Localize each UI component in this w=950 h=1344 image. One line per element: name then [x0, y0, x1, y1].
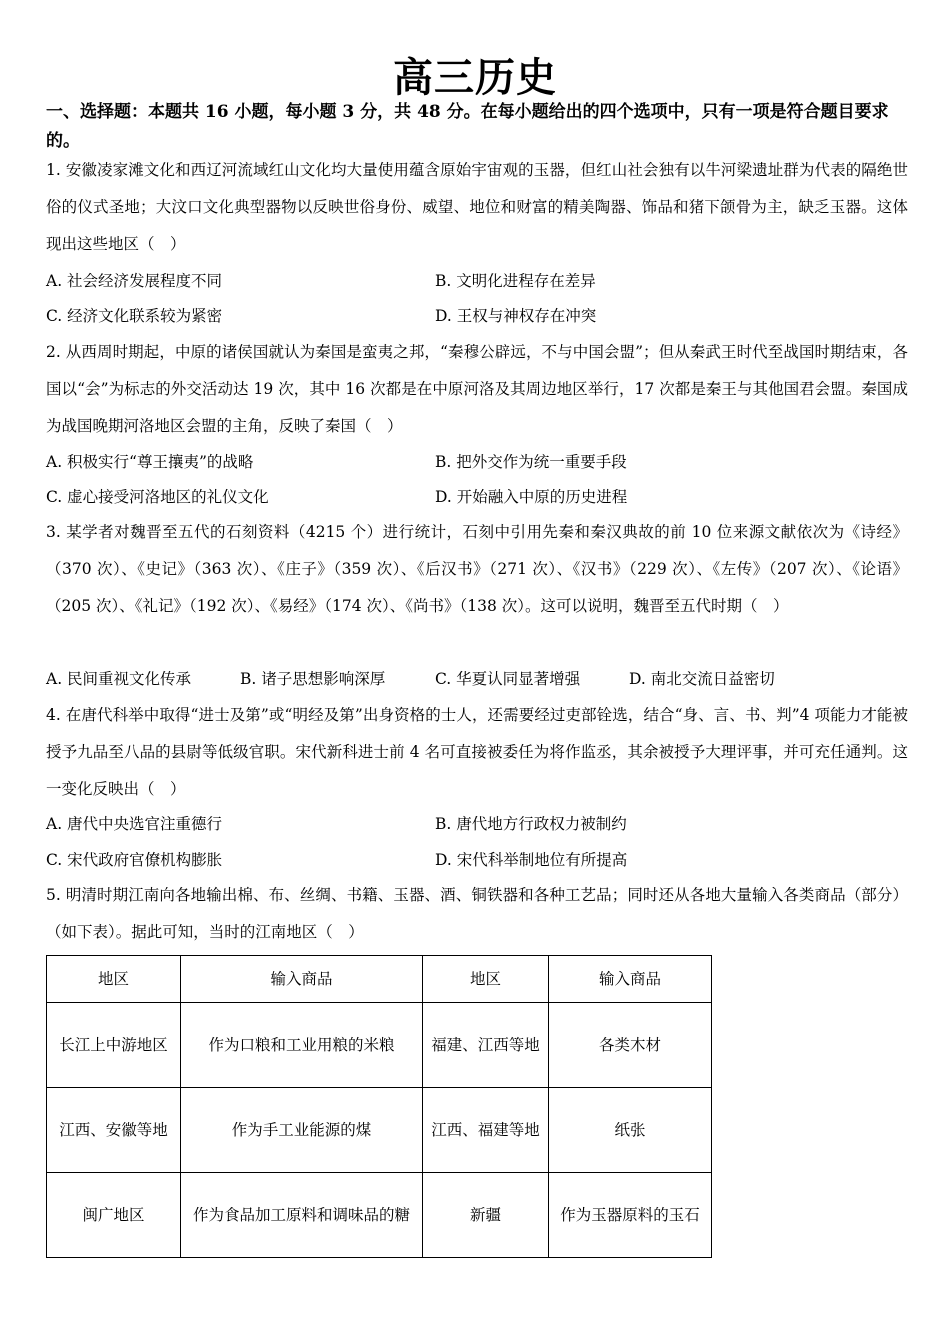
table-header-row [47, 956, 712, 1003]
table-cell: 江西、安徽等地 [47, 1088, 181, 1173]
table-cell: 各类木材 [549, 1003, 712, 1088]
question-3-option-b[interactable]: B. 诸子思想影响深厚 [240, 670, 386, 688]
question-4-stem: 4. 在唐代科举中取得“进士及第”或“明经及第”出身资格的士人，还需要经过吏部铨选，结合“身、言、书、判”4 项能力才能被授予九品至八品的县尉等低级官职。宋代新科进士前 4 名可直接被委任为将作监丞，其余被授予大理评事，并可充任通判。这一变化反映出（ ） [46, 706, 908, 798]
table-header-cell: 输入商品 [549, 956, 712, 1003]
question-3-option-c[interactable]: C. 华夏认同显著增强 [435, 670, 581, 688]
table-row [47, 1173, 712, 1258]
question-2-option-c[interactable]: C. 虚心接受河洛地区的礼仪文化 [46, 488, 269, 506]
table-cell: 纸张 [549, 1088, 712, 1173]
table-cell: 作为口粮和工业用粮的米粮 [181, 1003, 423, 1088]
question-2-option-d[interactable]: D. 开始融入中原的历史进程 [435, 488, 628, 506]
question-2-stem: 2. 从西周时期起，中原的诸侯国就认为秦国是蛮夷之邦，“秦穆公辟远，不与中国会盟”；但从秦武王时代至战国时期结束，各国以“会”为标志的外交活动达 19 次，其中 16 次都是在中原河洛及其周边地区举行，17 次都是秦王与其他国君会盟。秦国成为战国晚期河洛地区会盟的主角，反映了秦国（ ） [46, 343, 908, 435]
table-cell: 作为玉器原料的玉石 [549, 1173, 712, 1258]
import-goods-table [46, 955, 712, 1258]
question-3-option-a[interactable]: A. 民间重视文化传承 [46, 670, 192, 688]
table-cell: 作为食品加工原料和调味品的糖 [181, 1173, 423, 1258]
table-header-cell: 输入商品 [181, 956, 423, 1003]
question-4-option-c[interactable]: C. 宋代政府官僚机构膨胀 [46, 851, 223, 869]
question-1-option-c[interactable]: C. 经济文化联系较为紧密 [46, 307, 223, 325]
section-heading: 一、选择题：本题共 16 小题，每小题 3 分，共 48 分。在每小题给出的四个选项中，只有一项是符合题目要求的。 [46, 102, 889, 151]
question-1-stem: 1. 安徽凌家滩文化和西辽河流域红山文化均大量使用蕴含原始宇宙观的玉器，但红山社会独有以牛河梁遗址群为代表的隔绝世俗的仪式圣地；大汶口文化典型器物以反映世俗身份、威望、地位和财富的精美陶器、饰品和猪下颌骨为主，缺乏玉器。这体现出这些地区（ ） [46, 161, 908, 253]
table-header-cell: 地区 [47, 956, 181, 1003]
question-4-option-d[interactable]: D. 宋代科举制地位有所提高 [435, 851, 628, 869]
table-cell: 江西、福建等地 [423, 1088, 549, 1173]
table-row [47, 1003, 712, 1088]
question-3-option-d[interactable]: D. 南北交流日益密切 [629, 670, 775, 688]
table-header-cell: 地区 [423, 956, 549, 1003]
table-cell: 长江上中游地区 [47, 1003, 181, 1088]
question-3-stem: 3. 某学者对魏晋至五代的石刻资料（4215 个）进行统计，石刻中引用先秦和秦汉典故的前 10 位来源文献依次为《诗经》（370 次）、《史记》（363 次）、《庄子》（359 次）、《后汉书》（271 次）、《汉书》（229 次）、《左传》（207 次）、《论语》（205 次）、《礼记》（192 次）、《易经》（174 次）、《尚书》（138 次）。这可以说明，魏晋至五代时期（ ） [46, 523, 908, 615]
page-title: 高三历史 [393, 54, 557, 101]
question-1-option-d[interactable]: D. 王权与神权存在冲突 [435, 307, 597, 325]
table-cell: 福建、江西等地 [423, 1003, 549, 1088]
question-4-option-a[interactable]: A. 唐代中央选官注重德行 [46, 815, 223, 833]
question-5-stem: 5. 明清时期江南向各地输出棉、布、丝绸、书籍、玉器、酒、铜铁器和各种工艺品；同时还从各地大量输入各类商品（部分）（如下表）。据此可知，当时的江南地区（ ） [46, 886, 908, 941]
question-1-option-a[interactable]: A. 社会经济发展程度不同 [46, 272, 223, 290]
question-2-option-a[interactable]: A. 积极实行“尊王攘夷”的战略 [46, 453, 254, 471]
question-2-option-b[interactable]: B. 把外交作为统一重要手段 [435, 453, 627, 471]
question-1-option-b[interactable]: B. 文明化进程存在差异 [435, 272, 596, 290]
table-cell: 闽广地区 [47, 1173, 181, 1258]
table-row [47, 1088, 712, 1173]
table-cell: 作为手工业能源的煤 [181, 1088, 423, 1173]
table-cell: 新疆 [423, 1173, 549, 1258]
question-4-option-b[interactable]: B. 唐代地方行政权力被制约 [435, 815, 627, 833]
